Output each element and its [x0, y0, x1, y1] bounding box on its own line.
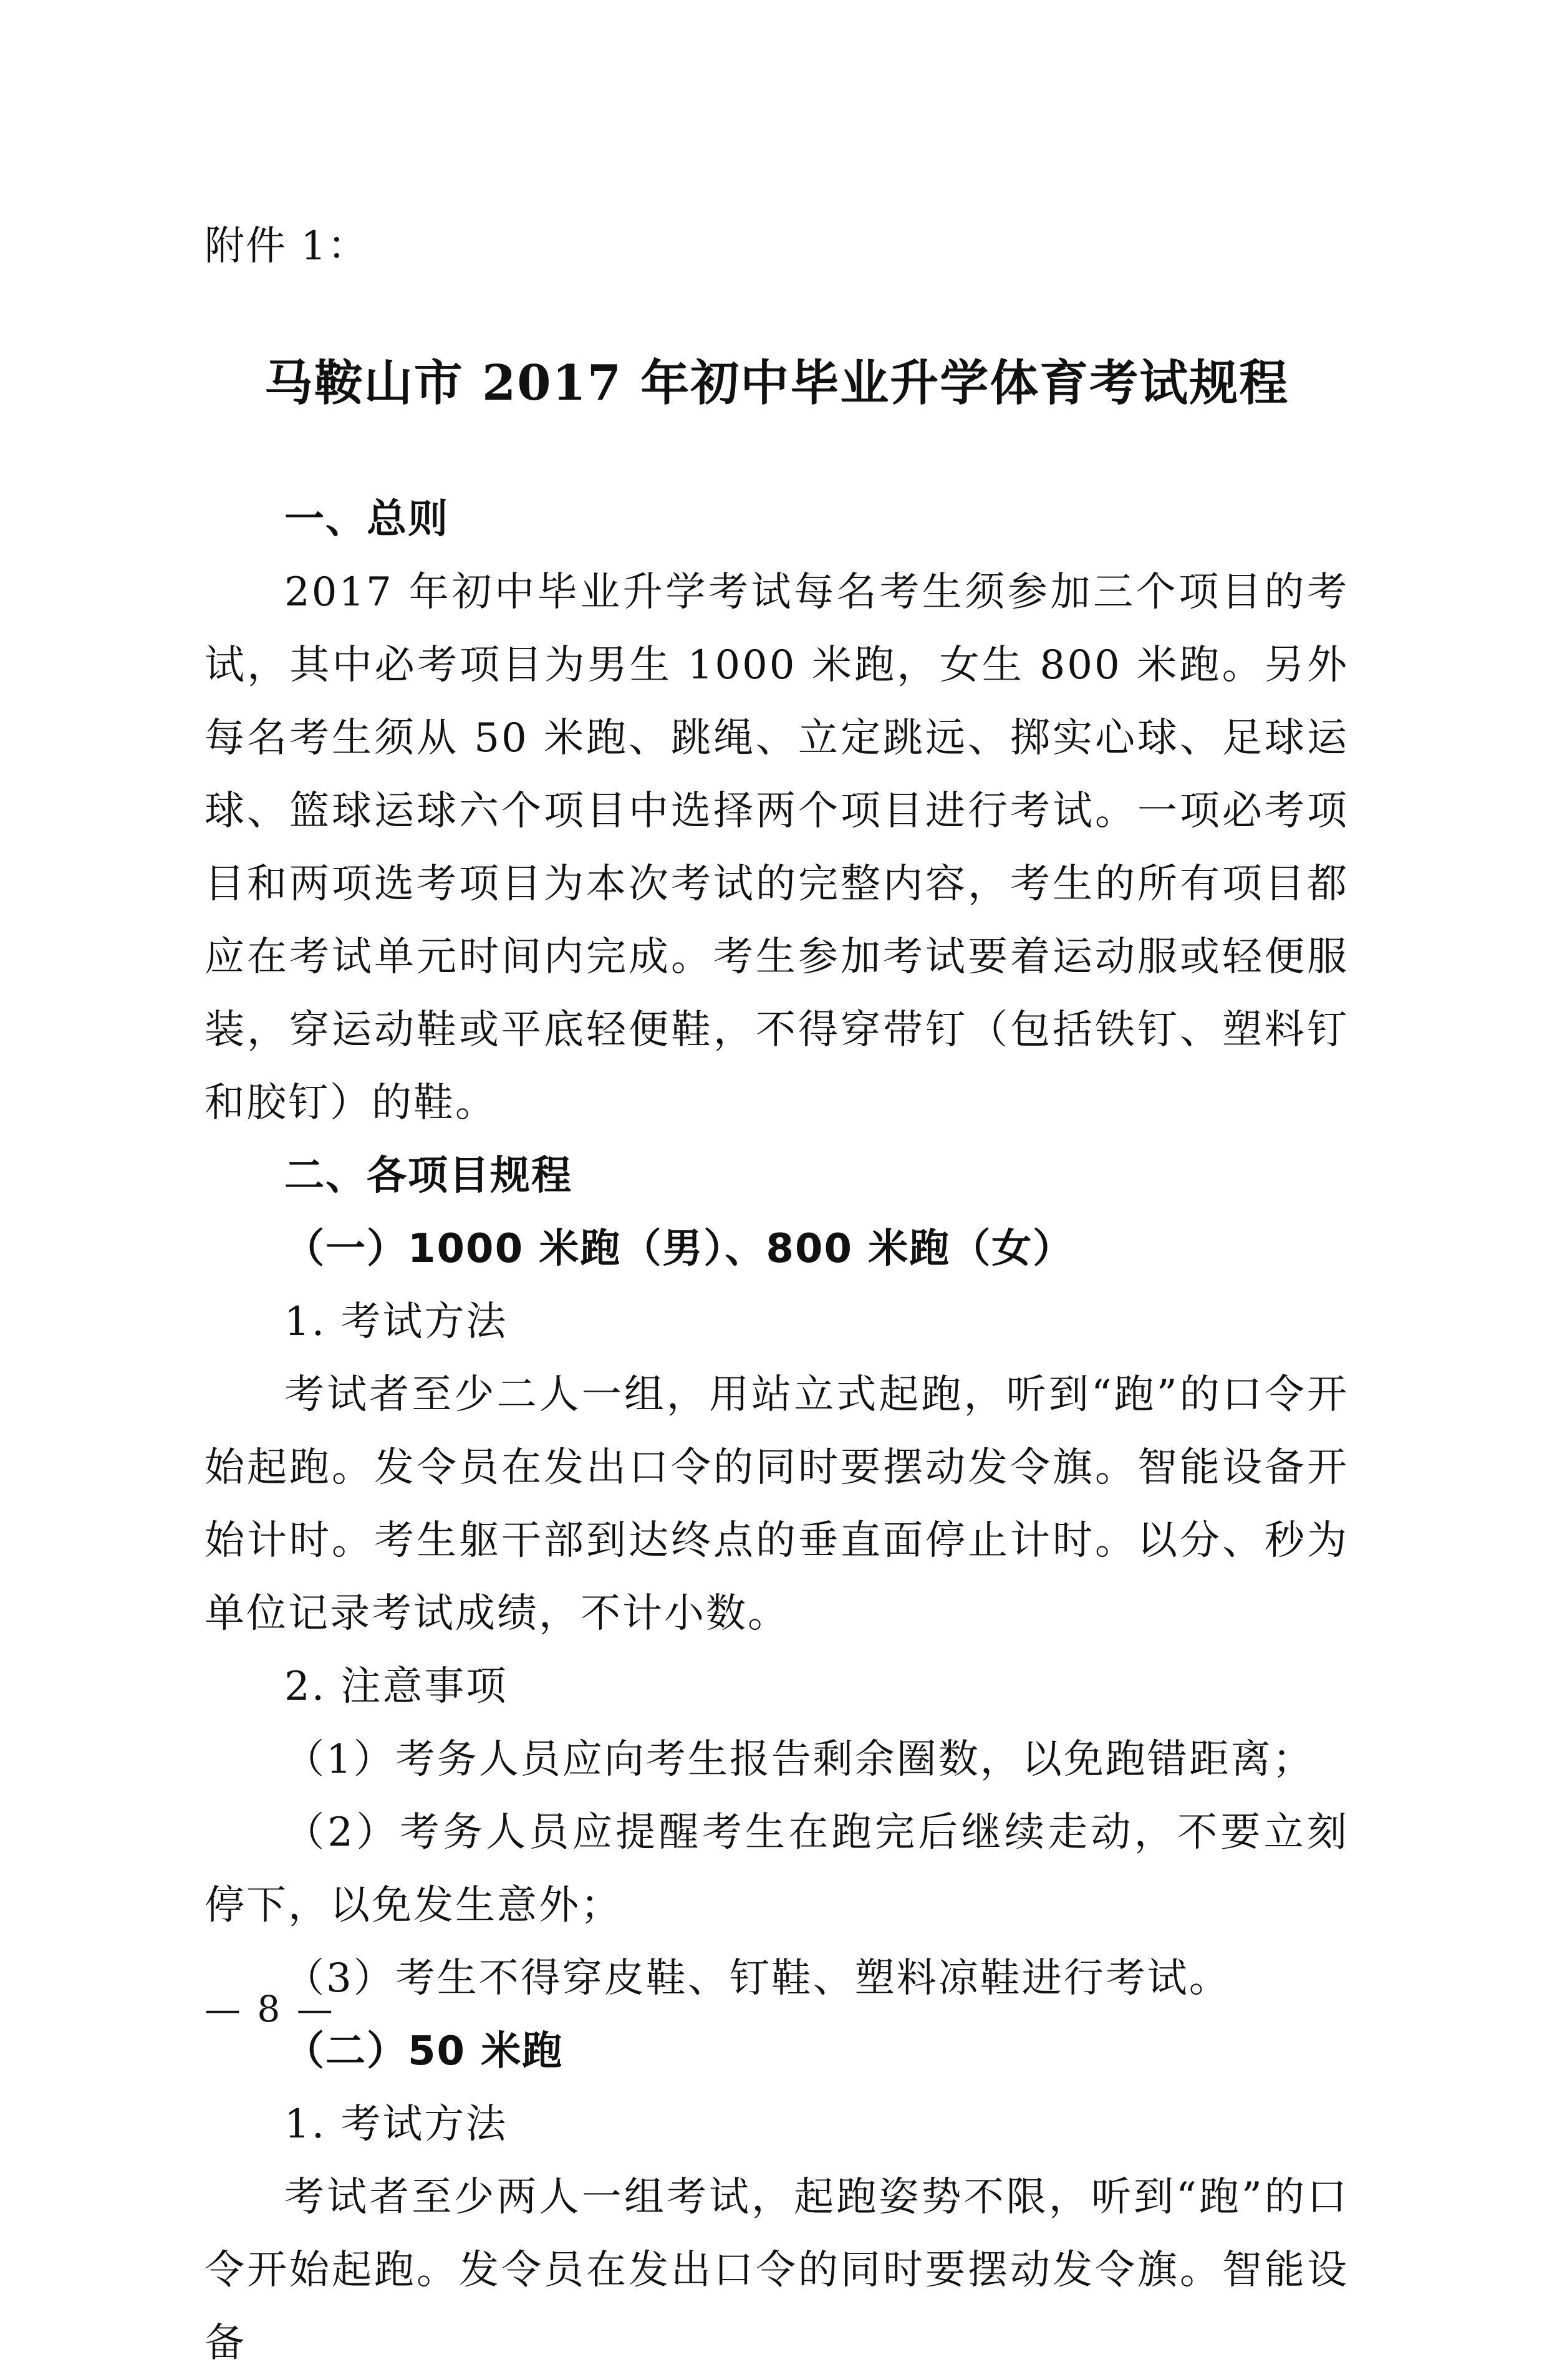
attachment-label: 附件 1：	[205, 223, 369, 269]
general-paragraph: 2017 年初中毕业升学考试每名考生须参加三个项目的考试，其中必考项目为男生 1000 米跑，女生 800 米跑。另外每名考生须从 50 米跑、跳绳、立定跳远、掷实心球、足球运球、篮球运球六个项目中选择两个项目进行考试。一项必考项目和两项选考项目为本次考试的完整内容，考生的所有项目都应在考试单元时间内完成。考生参加考试要着运动服或轻便服装，穿运动鞋或平底轻便鞋，不得穿带钉（包括铁钉、塑料钉和胶钉）的鞋。	[205, 569, 1349, 1126]
method-title-50m: 1. 考试方法	[284, 2101, 508, 2147]
method-text-50m: 考试者至少两人一组考试，起跑姿势不限，听到“跑”的口令开始起跑。发令员在发出口令的同时要摆动发令旗。智能设备	[205, 2174, 1349, 2366]
note-item-2: （2）考务人员应提醒考生在跑完后继续走动，不要立刻停下，以免发生意外；	[205, 1809, 1349, 1929]
page-number: — 8 —	[205, 1988, 335, 2030]
section-heading-rules: 二、各项目规程	[284, 1153, 572, 1199]
subsection-heading-50m: （二）50 米跑	[284, 2028, 564, 2074]
document-title: 马鞍山市 2017 年初中毕业升学体育考试规程	[264, 355, 1289, 412]
note-item-3: （3）考生不得穿皮鞋、钉鞋、塑料凉鞋进行考试。	[284, 1955, 1231, 2002]
note-item-1: （1）考务人员应向考生报告剩余圈数，以免跑错距离；	[284, 1737, 1314, 1783]
document-body	[205, 483, 1349, 2380]
method-title-1000m: 1. 考试方法	[284, 1299, 508, 1345]
notes-title-1000m: 2. 注意事项	[284, 1664, 508, 1710]
subsection-heading-1000m: （一）1000 米跑（男）、800 米跑（女）	[284, 1226, 1074, 1272]
method-text-1000m: 考试者至少二人一组，用站立式起跑，听到“跑”的口令开始起跑。发令员在发出口令的同时要摆动发令旗。智能设备开始计时。考生躯干部到达终点的垂直面停止计时。以分、秒为单位记录考试成绩，不计小数。	[205, 1372, 1349, 1637]
section-heading-general: 一、总则	[284, 496, 449, 542]
